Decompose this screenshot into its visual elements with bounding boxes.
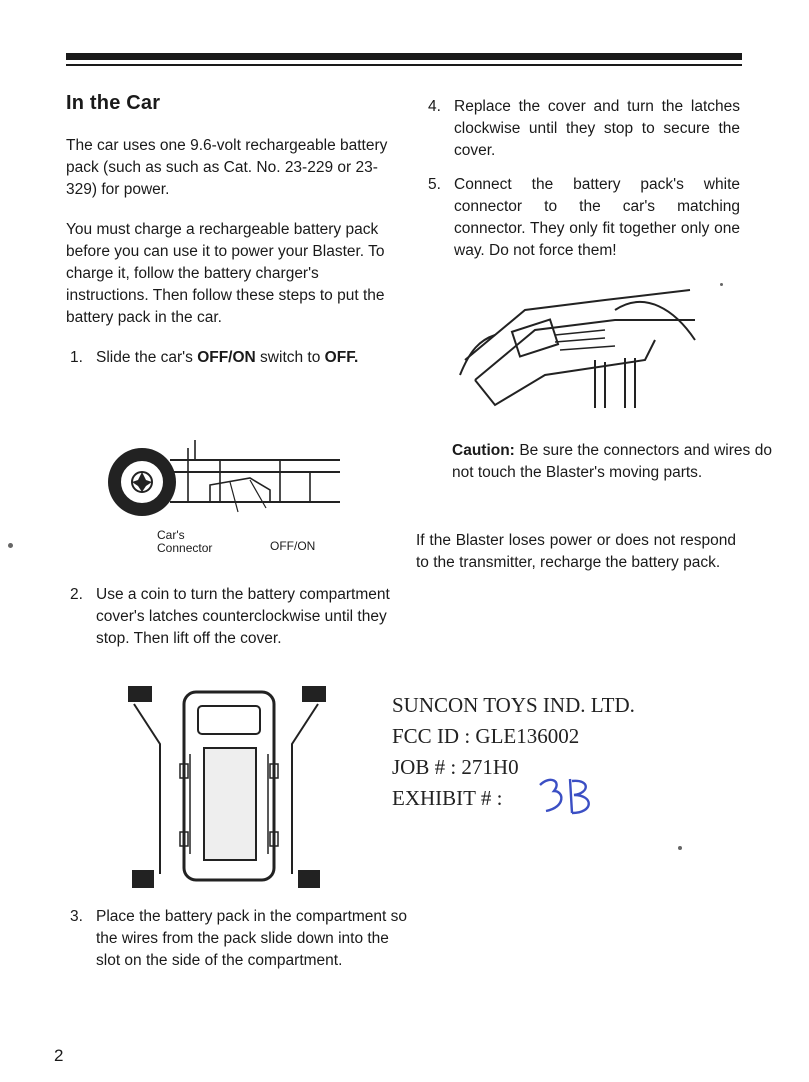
step-2: 2. Use a coin to turn the battery compartment cover's latches counterclockwise until they stop. Then lift off the cover. [70, 586, 390, 647]
intro-paragraph-2: You must charge a rechargeable battery pack before you can use it to power your Blaster. To charge it, follow the battery charger's instructions. Then follow these steps to put the battery pack in the car. [66, 221, 385, 326]
step-number: 4. [428, 98, 441, 115]
scan-speck [8, 543, 13, 548]
header-rule-thick [66, 53, 742, 60]
caution-note: Caution: Be sure the connectors and wires do not touch the Blaster's moving parts. [452, 442, 772, 481]
connector-illustration [455, 280, 705, 415]
fcc-exhibit: EXHIBIT # : [392, 786, 503, 810]
power-note: If the Blaster loses power or does not respond to the transmitter, recharge the battery pack. [416, 532, 736, 571]
step-number: 5. [428, 176, 441, 193]
scan-speck [678, 846, 682, 850]
step-number: 3. [70, 908, 83, 925]
page-number: 2 [54, 1046, 64, 1065]
step-number: 1. [70, 349, 83, 366]
right-column [416, 96, 740, 262]
left-column [66, 92, 388, 369]
step-1: 1. Slide the car's OFF/ON switch to OFF. [66, 347, 388, 369]
section-heading: In the Car [66, 92, 161, 114]
step-5: 5. Connect the battery pack's white connector to the car's matching connector. They only fit together only one way. Do not force them! [428, 176, 740, 259]
fcc-job: JOB # : 271H0 [392, 755, 519, 779]
handwritten-exhibit-number [532, 773, 602, 819]
fcc-id: FCC ID : GLE136002 [392, 724, 580, 748]
header-rule-thin [66, 64, 742, 66]
step-3: 3. Place the battery pack in the compartment so the wires from the pack slide down into the slot on the side of the compartment. [70, 908, 408, 969]
step-number: 2. [70, 586, 83, 603]
battery-compartment-illustration [120, 684, 335, 894]
step-4: 4. Replace the cover and turn the latches clockwise until they stop to secure the cover. [428, 98, 740, 159]
car-switch-illustration [100, 430, 350, 525]
scan-speck [720, 283, 723, 286]
figure1-label-connector: Car's Connector [157, 528, 213, 555]
intro-paragraph-1: The car uses one 9.6-volt rechargeable battery pack (such as such as Cat. No. 23-229 or 23-329) for power. [66, 137, 388, 198]
fcc-company: SUNCON TOYS IND. LTD. [392, 693, 635, 717]
figure1-label-switch: OFF/ON [270, 539, 316, 553]
